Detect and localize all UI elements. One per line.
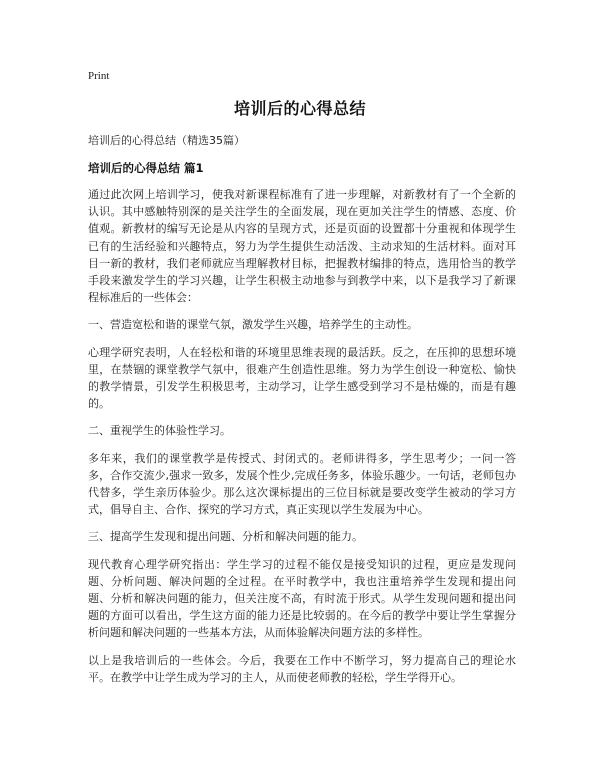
article-body — [88, 186, 516, 696]
point-heading-1: 一、营造宽松和谐的课堂气氛，激发学生兴趣，培养学生的主动性。 — [88, 318, 418, 332]
section-heading: 培训后的心得总结 篇1 — [88, 161, 204, 175]
print-link[interactable]: Print — [88, 70, 110, 82]
paragraph-intro: 通过此次网上培训学习，使我对新课程标准有了进一步理解，对新教材有了一个全新的认识。其中感触特别深的是关注学生的全面发展，现在更加关注学生的情感、态度、价值观。新教材的编写无论是从内容的呈现方式，还是页面的设置都十分重视和体现学生已有的生活经验和兴趣特点，努力为学生提供生动活泼、主动求知的生活材料。面对耳目一新的教材，我们老师就应当理解教材目标，把握教材编排的特点，选用恰当的教学手段来激发学生的学习兴趣，让学生积极主动地参与到教学中来，以下是我学习了新课程标准后的一些体会： — [88, 188, 516, 305]
point-heading-3: 三、提高学生发现和提出问题、分析和解决问题的能力。 — [88, 530, 363, 544]
point-heading-2: 二、重视学生的体验性学习。 — [88, 424, 231, 438]
paragraph-point-1: 心理学研究表明，人在轻松和谐的环境里思维表现的最活跃。反之，在压抑的思想环境里，在禁锢的课堂教学气氛中，很难产生创造性思维。努力为学生创设一种宽松、愉快的教学情景，引发学生积极思考，主动学习，让学生感受到学习不是枯燥的，而是有趣的。 — [88, 345, 516, 411]
paragraph-point-3: 现代教育心理学研究指出：学生学习的过程不能仅是接受知识的过程，更应是发现问题、分析问题、解决问题的全过程。在平时教学中，我也注重培养学生发现和提出问题、分析和解决问题的能力，但关注度不高，有时流于形式。从学生发现问题和提出问题的方面可以看出，学生这方面的能力还是比较弱的。在今后的教学中要让学生掌握分析问题和解决问题的一些基本方法，从而体验解决问题方法的多样性。 — [88, 557, 516, 640]
page-title: 培训后的心得总结 — [233, 99, 366, 118]
paragraph-conclusion: 以上是我培训后的一些体会。今后，我要在工作中不断学习，努力提高自己的理论水平。在教学中让学生成为学习的主人，从而使老师教的轻松，学生学得开心。 — [88, 653, 516, 684]
paragraph-point-2: 多年来，我们的课堂教学是传授式、封闭式的。老师讲得多，学生思考少；一问一答多，合作交流少,强求一致多，发展个性少,完成任务多，体验乐趣少。一句话，老师包办代替多，学生亲历体验少。那么这次课标提出的三位目标就是要改变学生被动的学习方式，倡导自主、合作、探究的学习方式，真正实现以学生发展为中心。 — [88, 451, 516, 517]
document-subtitle: 培训后的心得总结（精选35篇） — [88, 134, 245, 147]
